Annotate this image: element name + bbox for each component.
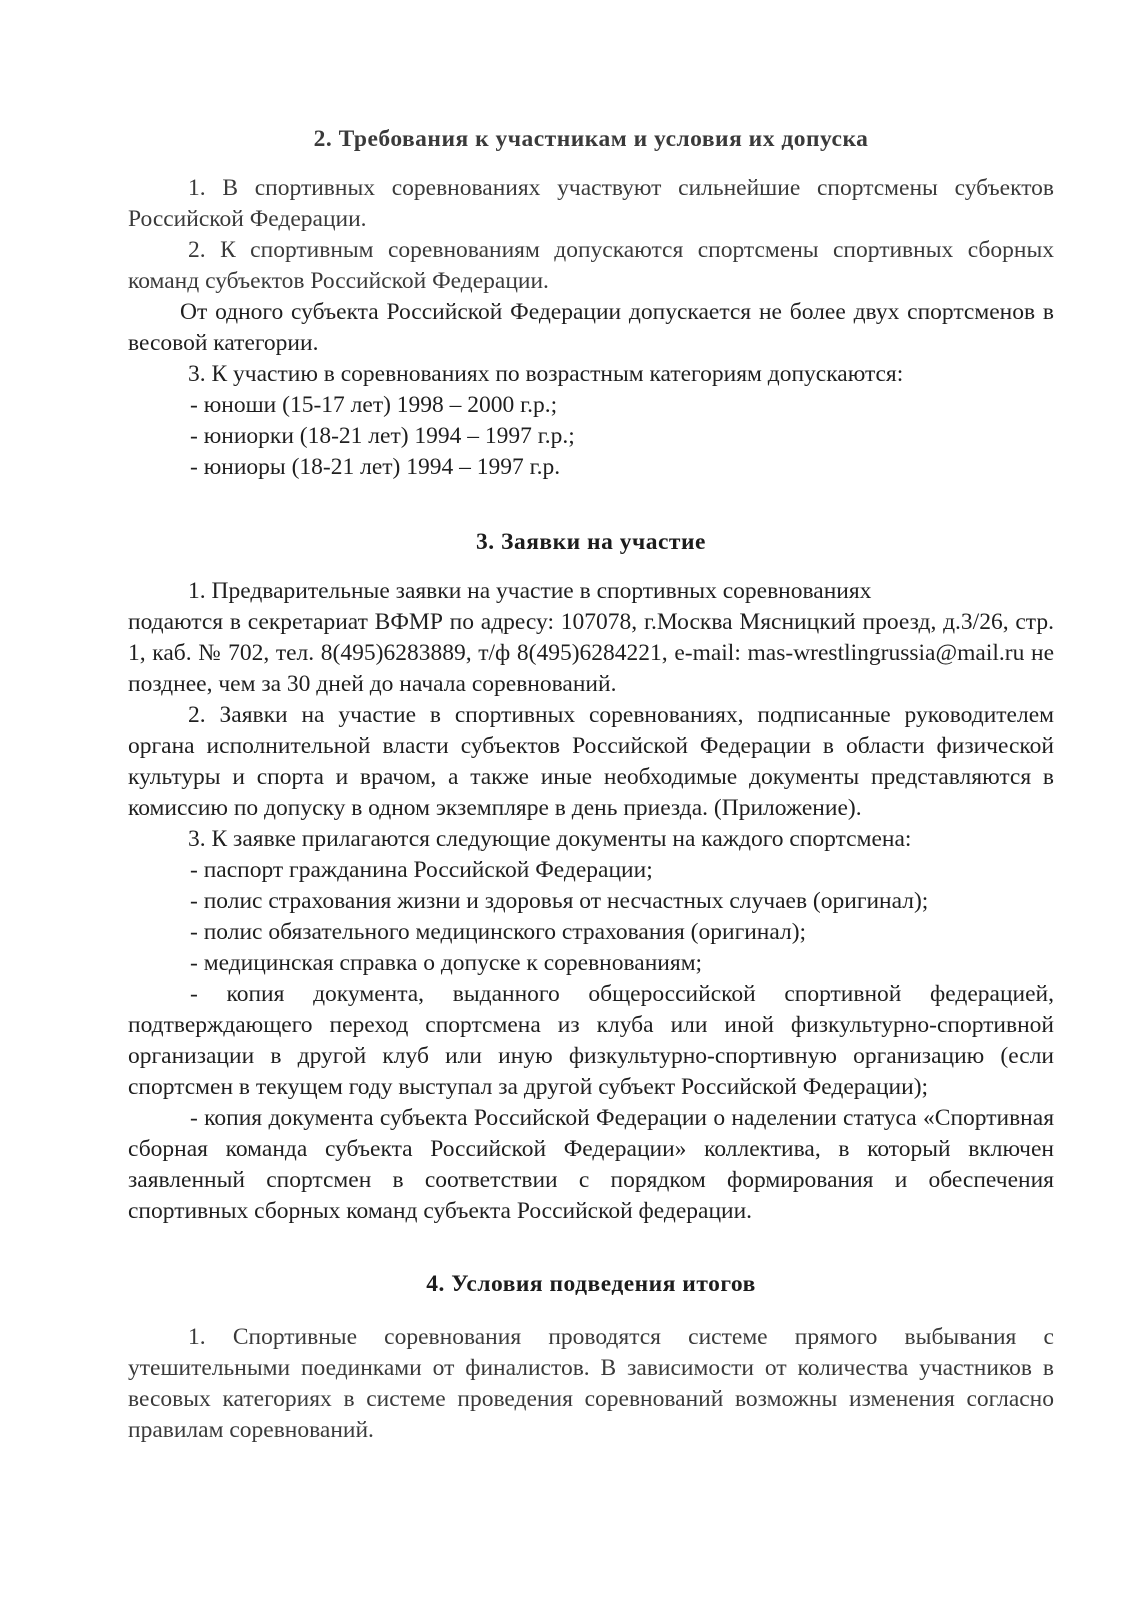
required-document-item-team-status: - копия документа субъекта Российской Федерации о наделении статуса «Спортивная сборная команда субъекта Российской Федерации» коллектива, в который включен заявленный спортсмен в соответствии с порядком формирования и обеспечения спортивных сборных команд субъекта Российской федерации. [128, 1105, 1054, 1224]
section-2-heading: 2. Требования к участникам и условия их допуска [313, 126, 869, 152]
section-4-heading: 4. Условия подведения итогов [426, 1271, 756, 1297]
section-3-paragraph-1-rest: подаются в секретариат ВФМР по адресу: 107078, г.Москва Мясницкий проезд, д.3/26, стр. 1, каб. № 702, тел. 8(495)6283889, т/ф 8(495)6284221, e-mail: mas-wrestlingrussia@mail.ru не позднее, чем за 30 дней до начала соревнований. [128, 609, 1054, 697]
age-category-item: - юниорки (18-21 лет) 1994 – 1997 г.р.; [190, 423, 575, 449]
age-category-item: - юноши (15-17 лет) 1998 – 2000 г.р.; [190, 392, 558, 418]
required-document-item: - паспорт гражданина Российской Федерации; [190, 857, 653, 883]
section-3-paragraph-2: 2. Заявки на участие в спортивных соревнованиях, подписанные руководителем органа исполнительной власти субъектов Российской Федерации в области физической культуры и спорта и врачом, а также иные необходимые документы представляются в комиссию по допуску в одном экземпляре в день приезда. (Приложение). [128, 702, 1054, 821]
required-document-item: - полис страхования жизни и здоровья от несчастных случаев (оригинал); [190, 888, 929, 914]
required-document-item: - медицинская справка о допуске к соревнованиям; [190, 950, 703, 976]
age-category-item: - юниоры (18-21 лет) 1994 – 1997 г.р. [190, 454, 561, 480]
section-3-heading: 3. Заявки на участие [476, 529, 706, 555]
section-3-paragraph-3: 3. К заявке прилагаются следующие документы на каждого спортсмена: [188, 826, 912, 852]
section-2-paragraph-4: 3. К участию в соревнованиях по возрастным категориям допускаются: [188, 361, 904, 387]
section-4-paragraph-1: 1. Спортивные соревнования проводятся системе прямого выбывания с утешительными поединками от финалистов. В зависимости от количества участников в весовых категориях в системе проведения соревнований возможны изменения согласно правилам соревнований. [128, 1324, 1054, 1443]
section-3-paragraph-1-first-line: 1. Предварительные заявки на участие в спортивных соревнованиях [188, 578, 872, 604]
section-2-paragraph-1: 1. В спортивных соревнованиях участвуют сильнейшие спортсмены субъектов Российской Федерации. [128, 175, 1054, 232]
required-document-item: - полис обязательного медицинского страхования (оригинал); [190, 919, 807, 945]
required-document-item-transfer: - копия документа, выданного общероссийской спортивной федерацией, подтверждающего переход спортсмена из клуба или иной физкультурно-спортивной организации в другой клуб или иную физкультурно-спортивную организацию (если спортсмен в текущем году выступал за другой субъект Российской Федерации); [128, 981, 1054, 1100]
document-page [128, 118, 1054, 1446]
section-2-paragraph-3: От одного субъекта Российской Федерации допускается не более двух спортсменов в весовой категории. [128, 299, 1054, 356]
section-2-paragraph-2: 2. К спортивным соревнованиям допускаются спортсмены спортивных сборных команд субъектов Российской Федерации. [128, 237, 1054, 294]
